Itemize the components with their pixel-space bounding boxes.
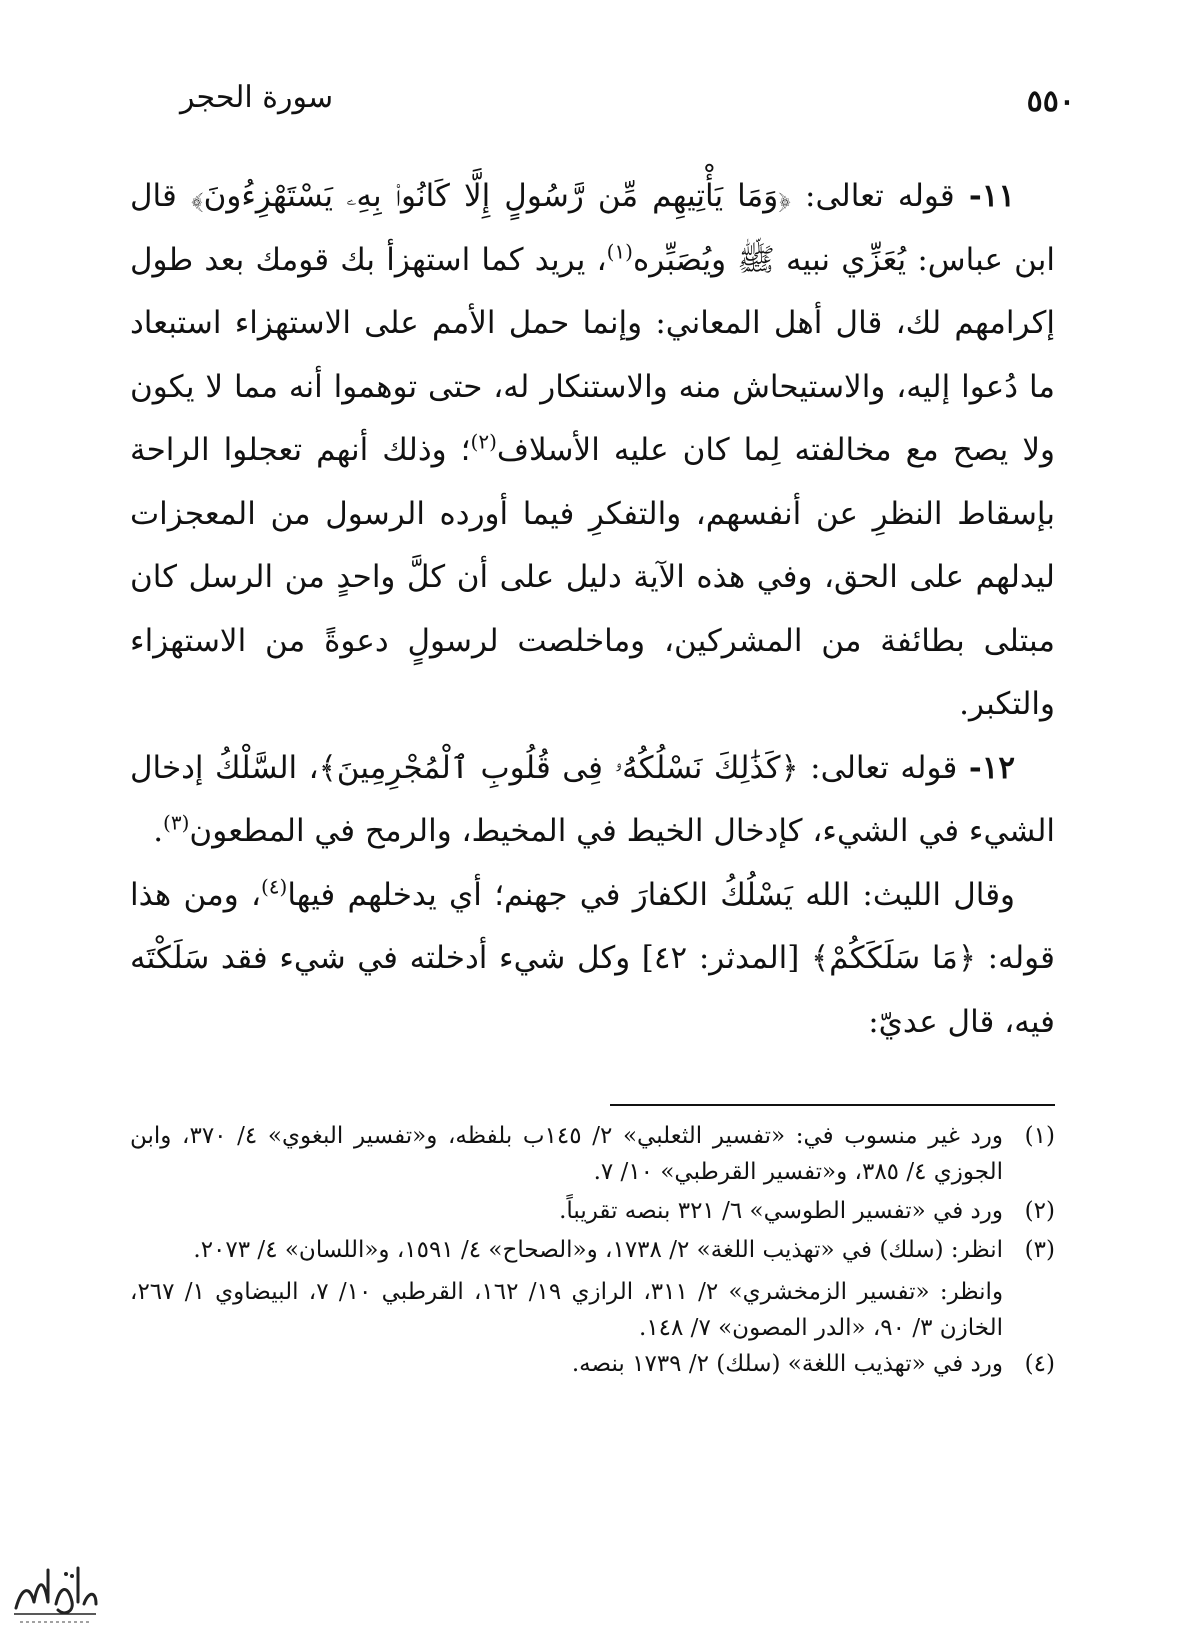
footnotes <box>130 1118 1055 1385</box>
footnote-3 <box>130 1232 1055 1268</box>
footnote-text: ورد في «تهذيب اللغة» (سلك) ٢/ ١٧٣٩ بنصه. <box>571 1351 1003 1377</box>
footnote-divider <box>610 1104 1055 1106</box>
paragraph-text: قوله تعالى: ﴿كَذَٰلِكَ نَسْلُكُهُۥ فِى قُلُوبِ ٱلْمُجْرِمِينَ﴾، السَّلْكُ إدخال الشيء في الشيء، كإدخال الخيط في المخيط، والرمح في المطعون <box>130 749 1055 849</box>
page-header <box>150 70 1075 130</box>
verse-number: ١١- <box>968 178 1015 214</box>
calligraphy-logo-icon <box>8 1556 100 1628</box>
footnote-number: (٢) <box>1024 1198 1055 1224</box>
paragraph-text: ، ومن هذا قوله: ﴿مَا سَلَكَكُمْ﴾ [المدثر: ٤٢] وكل شيء أدخلته في شيء فقد سَلَكْتَه فيه، قال عديّ: <box>130 876 1055 1040</box>
footnote-text: انظر: (سلك) في «تهذيب اللغة» ٢/ ١٧٣٨، و«الصحاح» ٤/ ١٥٩١، و«اللسان» ٤/ ٢٠٧٣. <box>193 1237 1003 1263</box>
footnote-4 <box>130 1346 1055 1382</box>
surah-title: سورة الحجر <box>180 80 334 115</box>
main-text <box>130 165 1055 1054</box>
footnote-ref-1[interactable]: (١) <box>606 239 633 264</box>
footnote-3-continuation: وانظر: «تفسير الزمخشري» ٢/ ٣١١، الرازي ١٩/ ١٦٢، القرطبي ١٠/ ٧، البيضاوي ١/ ٢٦٧، الخازن ٣/ ٩٠، «الدر المصون» ٧/ ١٤٨. <box>130 1279 1004 1341</box>
paragraph-verse-12 <box>130 737 1055 864</box>
footnote-text: ورد غير منسوب في: «تفسير الثعلبي» ٢/ ١٤٥ب بلفظه، و«تفسير البغوي» ٤/ ٣٧٠، وابن الجوزي ٤/ ٣٨٥، و«تفسير القرطبي» ١٠/ ٧. <box>130 1123 1003 1185</box>
footnote-number: (٤) <box>1024 1351 1055 1377</box>
watermark-logo <box>8 1556 100 1628</box>
footnote-ref-2[interactable]: (٢) <box>470 429 497 454</box>
paragraph-verse-11 <box>130 165 1055 737</box>
footnote-ref-3[interactable]: (٣) <box>163 810 190 835</box>
verse-number: ١٢- <box>968 749 1015 786</box>
page-number: ٥٥٠ <box>1026 84 1075 119</box>
paragraph-text: وقال الليث: الله يَسْلُكُ الكفارَ في جهنم؛ أي يدخلهم فيها <box>287 876 1015 913</box>
footnote-2 <box>130 1193 1055 1229</box>
footnote-text: ورد في «تفسير الطوسي» ٦/ ٣٢١ بنصه تقريباً. <box>559 1198 1003 1224</box>
paragraph-text: قوله تعالى: ﴿وَمَا يَأْتِيهِم مِّن رَّسُولٍ إِلَّا كَانُوا۟ بِهِۦ يَسْتَهْزِءُونَ﴾ قال ابن عباس: يُعَزِّي نبيه ﷺ ويُصَبِّره <box>130 178 1055 278</box>
paragraph-text: . <box>153 813 164 849</box>
footnote-ref-4[interactable]: (٤) <box>260 874 288 899</box>
footnote-number: (٣) <box>1024 1237 1055 1263</box>
paragraph-text: ، يريد كما استهزأ بك قومك بعد طول إكرامهم لك، قال أهل المعاني: وإنما حمل الأمم على الاستهزاء استبعاد ما دُعوا إليه، والاستيحاش منه والاستنكار له، حتى توهموا أنه مما لا يكون ولا يصح مع مخالفته لِما كان عليه الأسلاف <box>130 241 1055 468</box>
paragraph-text: ؛ وذلك أنهم تعجلوا الراحة بإسقاط النظرِ عن أنفسهم، والتفكرِ فيما أورده الرسول من المعجزات ليدلهم على الحق، وفي هذه الآية دليل على أن كلَّ واحدٍ من الرسل كان مبتلى بطائفة من المشركين، وماخلصت لرسولٍ دعوةً من الاستهزاء والتكبر. <box>130 432 1055 722</box>
footnote-number: (١) <box>1024 1123 1055 1149</box>
paragraph-laith <box>130 864 1055 1055</box>
footnote-1 <box>130 1118 1055 1190</box>
